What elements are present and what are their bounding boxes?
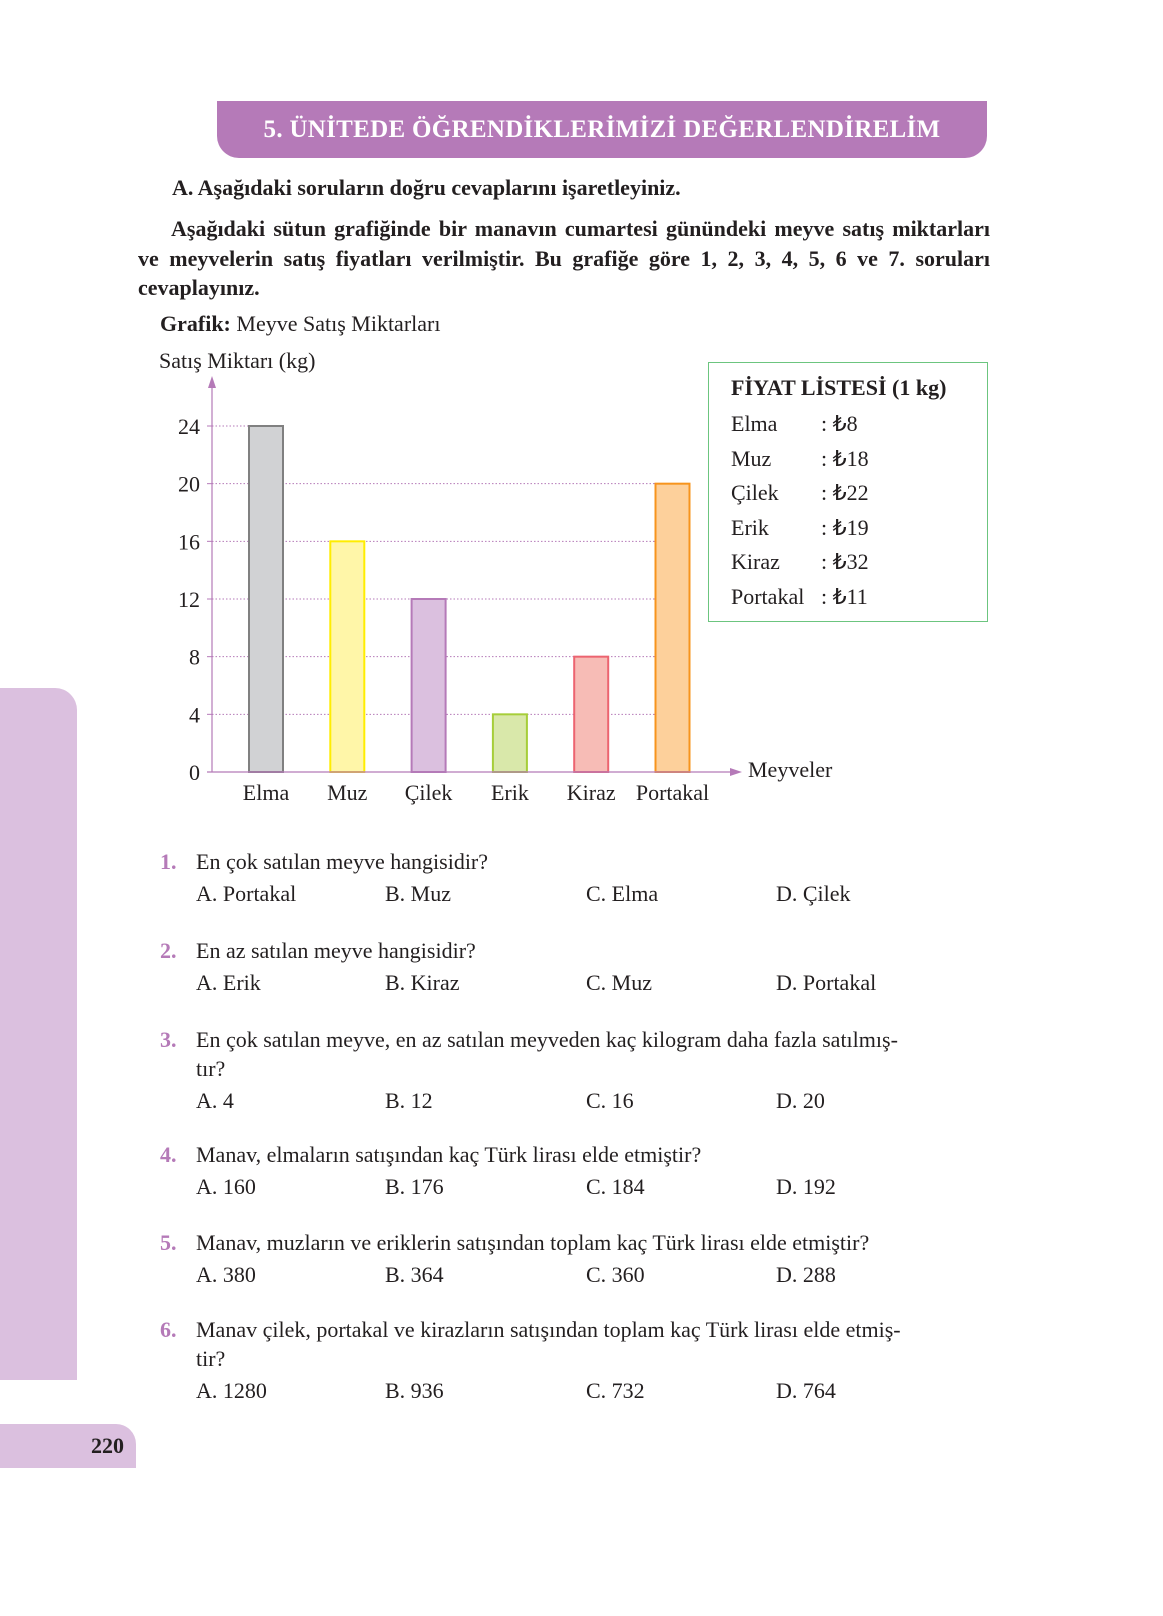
price-row [731,549,869,575]
bar-kiraz [574,657,608,772]
x-axis-label: Meyveler [748,757,833,782]
graph-prefix: Grafik: [160,311,231,336]
answer-option[interactable]: B. 364 [385,1262,444,1287]
price-row [731,411,858,437]
answer-option[interactable]: C. Muz [586,970,652,995]
answer-option[interactable]: D. 764 [776,1378,836,1403]
price-fruit: Portakal [731,584,805,609]
x-axis-arrow [730,768,742,776]
bar-portakal [656,484,690,772]
y-tick-label: 24 [178,414,200,439]
answer-option[interactable]: B. Muz [385,881,451,906]
answer-option[interactable]: C. 16 [586,1088,634,1113]
question-text: En çok satılan meyve hangisidir? [196,849,489,874]
question-number: 3. [160,1027,177,1052]
y-tick-label: 4 [189,702,200,728]
price-row [731,445,869,472]
answer-option[interactable]: B. Kiraz [385,970,460,995]
answer-option[interactable]: A. 4 [196,1088,234,1113]
price-fruit: Çilek [731,480,779,506]
bar-erik [493,714,527,772]
price-row [731,584,868,610]
y-tick-label: 12 [178,587,200,612]
y-tick-label: 20 [178,471,200,497]
answer-option[interactable]: D. 288 [776,1262,836,1287]
price-row [731,514,869,541]
bar-chart [150,345,710,815]
question-number: 6. [160,1317,177,1342]
answer-option[interactable]: A. 380 [196,1262,256,1287]
question-text: Manav çilek, portakal ve kirazların satışından toplam kaç Türk lirası elde etmiş- [196,1317,901,1342]
answer-option[interactable]: C. Elma [586,881,659,906]
x-tick-label: Portakal [635,780,710,805]
answer-option[interactable]: B. 936 [385,1378,444,1403]
answer-option[interactable]: D. 192 [776,1174,836,1199]
question-text: En çok satılan meyve, en az satılan meyveden kaç kilogram daha fazla satılmış- [196,1027,898,1052]
price-value: : ₺19 [821,514,869,540]
price-fruit: Erik [731,514,769,540]
answer-option[interactable]: C. 184 [586,1174,645,1199]
x-tick-label: Çilek [404,780,453,805]
price-fruit: Muz [731,445,772,471]
page-number [0,1424,136,1468]
question-text: Manav, elmaların satışından kaç Türk lirası elde etmiştir? [196,1142,702,1167]
price-list-box [708,362,988,622]
question-number: 1. [160,849,177,874]
bar-çilek [412,599,446,772]
unit-header [217,101,987,158]
section-a-instruction: A. Aşağıdaki soruların doğru cevaplarını işaretleyiniz. [172,175,681,200]
answer-option[interactable]: D. 20 [776,1088,825,1113]
answer-option[interactable]: A. Portakal [196,881,297,906]
bar-elma [249,426,283,772]
price-fruit: Elma [731,411,778,436]
y-tick-label: 0 [189,760,200,785]
price-value: : ₺18 [821,445,869,471]
y-tick-label: 8 [189,644,200,670]
unit-title: 5. ÜNİTEDE ÖĞRENDİKLERİMİZİ DEĞERLENDİRELİM [263,115,941,143]
bar-muz [330,541,364,772]
price-fruit: Kiraz [731,549,780,575]
answer-option[interactable]: D. Portakal [776,970,877,995]
question-number: 5. [160,1230,177,1255]
answer-option[interactable]: B. 12 [385,1088,433,1113]
y-axis-arrow [208,376,216,388]
answer-option[interactable]: A. 160 [196,1174,256,1199]
answer-option[interactable]: B. 176 [385,1174,444,1199]
question-text: Manav, muzların ve eriklerin satışından toplam kaç Türk lirası elde etmiştir? [196,1230,870,1255]
price-value: : ₺11 [821,584,868,609]
price-list-title: FİYAT LİSTESİ (1 kg) [731,375,947,400]
question-text: En az satılan meyve hangisidir? [196,938,476,963]
price-value: : ₺22 [821,480,869,506]
x-tick-label: Elma [242,780,290,805]
question-text: tir? [196,1346,226,1371]
y-axis-label: Satış Miktarı (kg) [159,348,316,373]
question-number: 4. [160,1142,177,1167]
graph-caption [160,311,440,337]
x-tick-label: Muz [327,780,368,805]
answer-option[interactable]: C. 732 [586,1378,645,1403]
price-row [731,480,869,506]
side-decoration [0,688,77,1380]
answer-option[interactable]: D. Çilek [776,881,851,906]
question-number: 2. [160,938,177,963]
question-text: tır? [196,1056,226,1081]
price-value: : ₺8 [821,411,858,436]
answer-option[interactable]: A. 1280 [196,1378,267,1403]
x-tick-label: Kiraz [566,780,616,805]
price-value: : ₺32 [821,549,869,575]
y-tick-label: 16 [178,529,200,555]
x-tick-label: Erik [490,780,529,805]
graph-title: Meyve Satış Miktarları [236,311,441,336]
answer-option[interactable]: C. 360 [586,1262,645,1287]
answer-option[interactable]: A. Erik [196,970,261,995]
intro-paragraph: Aşağıdaki sütun grafiğinde bir manavın cumartesi günündeki meyve satış miktarları ve meyvelerin satış fiyatları verilmiştir. Bu grafiğe göre 1, 2, 3, 4, 5, 6 ve 7. soruları cevaplayınız. [138,216,990,300]
page-number-text: 220 [91,1433,124,1458]
